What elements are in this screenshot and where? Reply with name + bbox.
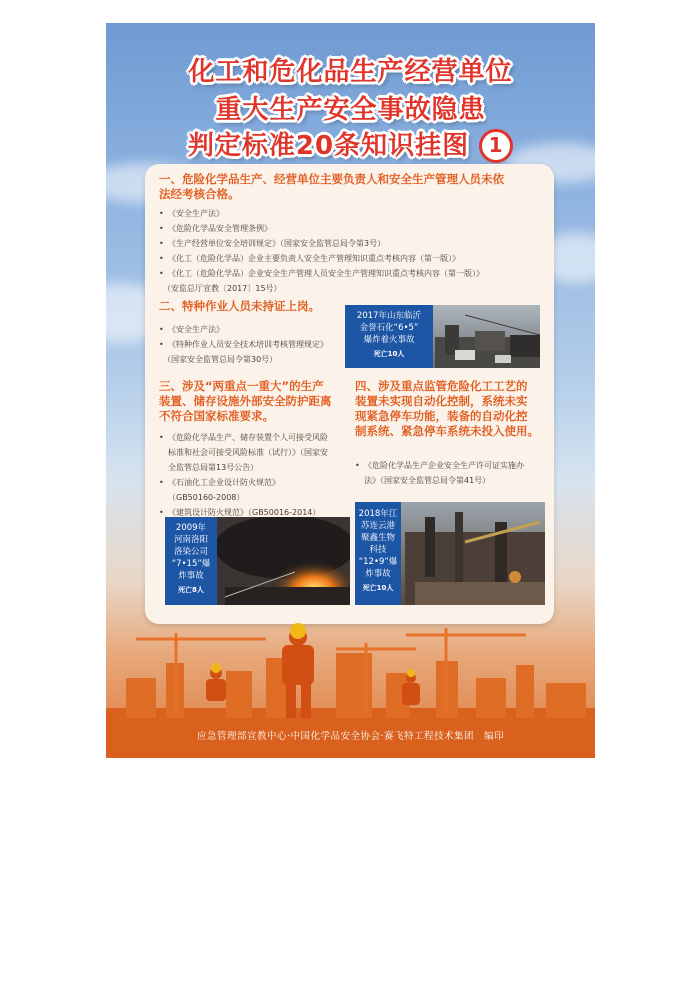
caption-line: 2017年山东临沂 [356,311,422,321]
hard-hat-icon [407,669,415,677]
accident-photo-lianyungang [355,502,545,605]
death-toll: 死亡10人 [373,350,405,358]
section-1-item: • 《化工（危险化学品）企业安全生产管理人员安全生产管理知识重点考核内容（第一版）》 [159,266,549,281]
caption-line: 金誉石化“6•5” [359,323,419,333]
death-toll: 死亡10人 [362,584,394,592]
poster [106,23,595,758]
section-3-item [159,430,355,475]
section-1-item: • 《危险化学品安全管理条例》 [159,221,549,236]
caption-line: 2018年江 [358,509,398,519]
caption-line: 科技 [369,545,387,555]
section-2-note: （国家安全监管总局令第30号） [163,355,278,364]
caption-line: 爆炸着火事故 [363,335,415,345]
title-number-badge: 1 [479,129,513,163]
section-3-heading-line-1: 三、涉及“两重点一重大”的生产 [159,379,324,393]
section-4-list [355,458,551,488]
photo-caption-luoyang [165,517,217,605]
caption-line: “7•15”爆 [171,559,211,569]
section-2-list [159,322,359,352]
section-4-item-line: 法》（国家安全监管总局令第41号） [364,476,491,485]
caption-line: 聚鑫生物 [360,533,395,543]
section-2-heading: 二、特种作业人员未持证上岗。 [159,299,320,313]
hard-hat-icon [211,663,221,673]
section-4-heading-line-2: 装置未实现自动化控制，系统未实 [355,394,528,408]
section-3-item: • 《建筑设计防火规范》（GB50016-2014） [159,505,355,520]
section-3-item [159,475,355,505]
section-4-item-line: • 《危险化学品生产企业安全生产许可证实施办 [364,461,524,470]
section-1-heading-line-1: 一、危险化学品生产、经营单位主要负责人和安全生产管理人员未依 [159,172,504,186]
accident-photo-luoyang [165,517,350,605]
title-line-3 [106,127,595,165]
section-3-list [159,430,355,520]
section-3-item-line: （GB50160-2008） [168,493,245,502]
title-line-3-text: 判定标准20条知识挂图 [187,131,470,161]
section-3-heading [159,379,359,424]
section-4-heading-line-3: 现紧急停车功能，装备的自动化控 [355,409,528,423]
section-1-heading-line-2: 法经考核合格。 [159,187,240,201]
section-3-item-line: • 《危险化学品生产、储存装置个人可接受风险 [168,433,328,442]
photo-caption-lianyungang [355,502,401,605]
caption-line: 洛染公司 [173,547,208,557]
title-line-1: 化工和危化品生产经营单位 [188,57,513,87]
content-panel [145,164,554,624]
section-1-item: • 《生产经营单位安全培训规定》（国家安全监管总局令第3号） [159,236,549,251]
title-line-2: 重大生产安全事故隐患 [215,95,486,125]
caption-line: 河南洛阳 [173,535,208,545]
caption-line: 苏连云港 [360,521,395,531]
section-3-item-line: • 《石油化工企业设计防火规范》 [168,478,280,487]
section-4-heading [355,379,550,439]
section-1-list [159,206,549,281]
section-2-item: • 《安全生产法》 [159,322,359,337]
accident-photo-linyi [345,305,540,368]
caption-line: 炸事故 [365,569,391,579]
section-4-heading-line-1: 四、涉及重点监管危险化工工艺的 [355,379,528,393]
section-3-heading-line-3: 不符合国家标准要求。 [159,409,274,423]
section-1-item: • 《安全生产法》 [159,206,549,221]
section-3-item-line: 标准和社会可接受风险标准（试行）》（国家安 [168,448,328,457]
section-3-item-line: 全监管总局第13号公告） [168,463,259,472]
death-toll: 死亡8人 [178,586,204,594]
caption-line: “12•9”爆 [358,557,398,567]
section-1-heading [159,172,549,202]
section-3-heading-line-2: 装置、储存设施外部安全防护距离 [159,394,332,408]
section-2-item: • 《特种作业人员安全技术培训考核管理规定》 [159,337,359,352]
caption-line: 炸事故 [178,571,204,581]
section-1-note: （安监总厅宣教〔2017〕15号） [163,284,282,293]
photo-caption-linyi [345,305,433,368]
section-4-item [355,458,551,488]
section-1-item: • 《化工（危险化学品）企业主要负责人安全生产管理知识重点考核内容（第一版）》 [159,251,549,266]
publisher-credit: 应急管理部宣教中心·中国化学品安全协会·赛飞特工程技术集团 编印 [196,731,505,742]
caption-line: 2009年 [175,523,207,533]
section-4-heading-line-4: 制系统、紧急停车系统未投入使用。 [355,424,539,438]
hard-hat-icon [290,623,306,639]
